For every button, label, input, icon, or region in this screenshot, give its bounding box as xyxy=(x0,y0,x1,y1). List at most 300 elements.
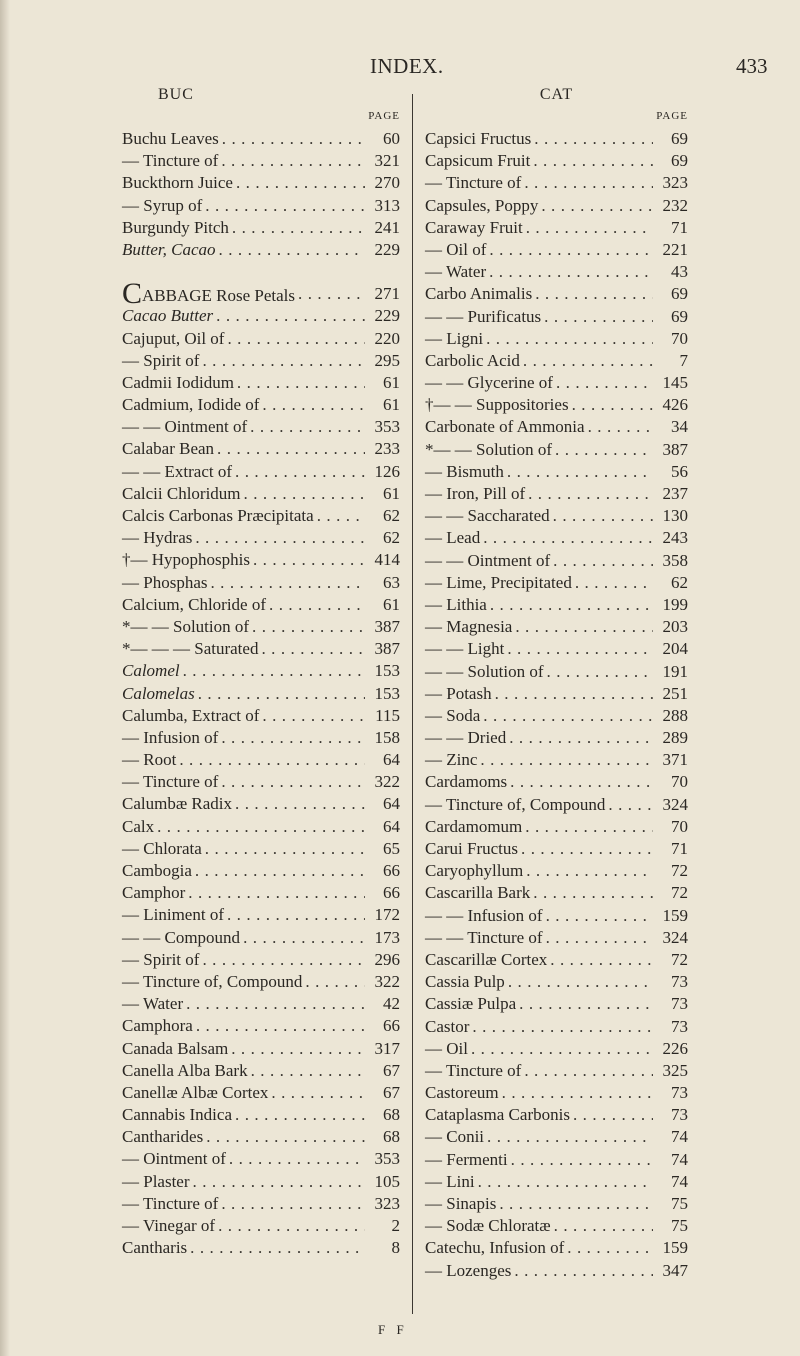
entry-page: 61 xyxy=(383,594,400,614)
leader-dots xyxy=(472,1016,653,1038)
index-entry xyxy=(425,306,688,328)
leader-dots xyxy=(235,461,365,483)
index-entry xyxy=(425,217,688,239)
index-entry xyxy=(122,572,400,594)
index-entry xyxy=(122,705,400,727)
leader-dots xyxy=(526,860,653,882)
entry-page: 74 xyxy=(671,1127,688,1147)
entry-term: — Liniment of xyxy=(122,905,224,925)
entry-page: 71 xyxy=(671,217,688,237)
entry-page: 243 xyxy=(662,528,688,548)
entry-page: 325 xyxy=(662,1060,688,1080)
leader-dots xyxy=(567,1237,653,1259)
index-entry xyxy=(122,394,400,416)
entry-page: 70 xyxy=(671,816,688,836)
entry-term: Cascarillæ Cortex xyxy=(425,949,548,969)
leader-dots xyxy=(553,505,653,527)
index-entry xyxy=(425,594,688,616)
entry-term: — Root xyxy=(122,750,177,770)
left-column-heading: BUC xyxy=(158,86,194,103)
entry-page: 295 xyxy=(374,350,400,370)
entry-page: 233 xyxy=(374,439,400,459)
entry-term: — Ointment of xyxy=(122,1149,226,1169)
leader-dots xyxy=(544,306,653,328)
leader-dots xyxy=(196,1015,365,1037)
index-entry xyxy=(122,860,400,882)
entry-page: 270 xyxy=(374,173,400,193)
leader-dots xyxy=(575,572,653,594)
index-entry xyxy=(122,172,400,194)
entry-term: Cassia Pulp xyxy=(425,972,505,992)
entry-term: — — Compound xyxy=(122,927,241,947)
leader-dots xyxy=(555,439,653,461)
index-entry xyxy=(122,372,400,394)
leader-dots xyxy=(216,305,365,327)
leader-dots xyxy=(210,572,365,594)
leader-dots xyxy=(235,793,365,815)
entry-term: — Tincture of, Compound xyxy=(425,794,606,814)
index-entry xyxy=(122,1148,400,1170)
entry-page: 324 xyxy=(662,927,688,947)
index-entry xyxy=(425,816,688,838)
entry-term: Cajuput, Oil of xyxy=(122,328,225,348)
entry-term: Castoreum xyxy=(425,1083,499,1103)
leader-dots xyxy=(269,594,365,616)
entry-term: — Lithia xyxy=(425,594,487,614)
entry-page: 72 xyxy=(671,861,688,881)
entry-term: Carbolic Acid xyxy=(425,350,520,370)
entry-page: 69 xyxy=(671,151,688,171)
leader-dots xyxy=(507,461,653,483)
entry-term: — Tincture of xyxy=(122,772,219,792)
entry-term: Calabar Bean xyxy=(122,439,215,459)
entry-page: 232 xyxy=(662,195,688,215)
entry-page: 64 xyxy=(383,750,400,770)
index-entry xyxy=(122,727,400,749)
leader-dots xyxy=(588,416,653,438)
entry-term: — — Infusion of xyxy=(425,905,543,925)
entry-term: Cannabis Indica xyxy=(122,1105,232,1125)
entry-page: 158 xyxy=(374,727,400,747)
index-entry xyxy=(425,350,688,372)
leader-dots xyxy=(236,172,365,194)
entry-term: — Ligni xyxy=(425,328,484,348)
entry-term: — Lead xyxy=(425,528,481,548)
entry-page: 67 xyxy=(383,1060,400,1080)
entry-page: 426 xyxy=(662,395,688,415)
entry-page: 62 xyxy=(383,528,400,548)
entry-term: Cataplasma Carbonis xyxy=(425,1105,570,1125)
entry-term: Buckthorn Juice xyxy=(122,173,233,193)
entry-term: †— Hypophosphis xyxy=(122,550,250,570)
entry-term: — Conii xyxy=(425,1127,485,1147)
index-entry xyxy=(122,594,400,616)
entry-term: — — Solution of xyxy=(425,661,544,681)
entry-page: 70 xyxy=(671,328,688,348)
leader-dots xyxy=(227,328,365,350)
leader-dots xyxy=(179,749,365,771)
index-entry xyxy=(425,261,688,283)
entry-term: — Vinegar of xyxy=(122,1216,216,1235)
leader-dots xyxy=(541,195,653,217)
index-entry xyxy=(425,882,688,904)
entry-page: 73 xyxy=(671,1105,688,1125)
entry-term: Carbonate of Ammonia xyxy=(425,417,585,437)
leader-dots xyxy=(533,150,653,172)
leader-dots xyxy=(218,1215,365,1237)
index-entry xyxy=(122,483,400,505)
entry-term: — Tincture of, Compound xyxy=(122,971,303,991)
entry-term: — Potash xyxy=(425,683,492,703)
index-entry xyxy=(425,550,688,572)
leader-dots xyxy=(502,1082,653,1104)
entry-page: 61 xyxy=(383,483,400,503)
entry-term: Camphora xyxy=(122,1016,193,1036)
entry-page: 229 xyxy=(374,306,400,326)
leader-dots xyxy=(261,638,365,660)
index-entry xyxy=(425,1193,688,1215)
index-entry xyxy=(425,283,688,305)
entry-term: — — Purificatus xyxy=(425,306,542,326)
entry-term: — Syrup of xyxy=(122,195,203,215)
index-entry xyxy=(425,372,688,394)
leader-dots xyxy=(221,1193,365,1215)
entry-term: Catechu, Infusion of xyxy=(425,1238,565,1258)
entry-term: Calx xyxy=(122,816,155,836)
entry-page: 414 xyxy=(374,550,400,570)
entry-term: — Spirit of xyxy=(122,949,200,969)
leader-dots xyxy=(244,483,365,505)
entry-page: 75 xyxy=(671,1216,688,1236)
entry-term: Cadmii Iodidum xyxy=(122,372,234,392)
entry-page: 2 xyxy=(391,1216,400,1235)
index-entry xyxy=(122,505,400,527)
index-entry xyxy=(122,1015,400,1037)
leader-dots xyxy=(489,261,653,283)
leader-dots xyxy=(519,993,653,1015)
entry-page: 130 xyxy=(662,506,688,526)
entry-term: — Tincture of xyxy=(122,151,219,171)
entry-term: — Zinc xyxy=(425,750,478,770)
leader-dots xyxy=(237,372,365,394)
page-edge-shadow xyxy=(0,0,10,1356)
index-entry xyxy=(122,350,400,372)
entry-term: Calcium, Chloride of xyxy=(122,594,267,614)
leader-dots xyxy=(252,616,365,638)
index-entry xyxy=(122,683,400,705)
index-entry xyxy=(425,1260,688,1282)
entry-page: 73 xyxy=(671,972,688,992)
index-entry xyxy=(122,527,400,549)
entry-page: 66 xyxy=(383,883,400,903)
entry-term: — Sinapis xyxy=(425,1194,497,1213)
entry-page: 126 xyxy=(374,461,400,481)
entry-page: 358 xyxy=(662,550,688,570)
entry-term: Butter, Cacao xyxy=(122,239,216,259)
entry-page: 251 xyxy=(662,683,688,703)
entry-term: *— — — Saturated xyxy=(122,639,259,659)
entry-term: — Phosphas xyxy=(122,572,208,592)
index-entry xyxy=(122,660,400,682)
leader-dots xyxy=(524,172,653,194)
entry-page: 69 xyxy=(671,284,688,304)
leader-dots xyxy=(499,1193,653,1215)
entry-term: Cassiæ Pulpa xyxy=(425,994,517,1014)
entry-term: Caryophyllum xyxy=(425,861,524,881)
entry-page: 323 xyxy=(374,1193,400,1213)
index-entry xyxy=(122,949,400,971)
leader-dots xyxy=(480,749,653,771)
index-entry xyxy=(425,128,688,150)
entry-page: 289 xyxy=(662,728,688,748)
entry-term: Carui Fructus xyxy=(425,839,519,858)
entry-term: — Iron, Pill of xyxy=(425,484,526,503)
index-entry xyxy=(122,971,400,993)
index-entry xyxy=(425,239,688,261)
leader-dots xyxy=(534,128,653,150)
entry-page: 61 xyxy=(383,395,400,415)
right-page-label: PAGE xyxy=(656,110,688,122)
leader-dots xyxy=(521,838,653,860)
entry-term: Calomelas xyxy=(122,683,195,703)
leader-dots xyxy=(190,1237,365,1259)
leader-dots xyxy=(221,150,365,172)
index-entry xyxy=(122,1038,400,1060)
leader-dots xyxy=(250,416,365,438)
entry-term: Cantharides xyxy=(122,1127,204,1147)
entry-term: — — Ointment of xyxy=(122,417,248,437)
index-entry xyxy=(425,527,688,549)
entry-page: 321 xyxy=(374,151,400,171)
entry-page: 159 xyxy=(662,905,688,925)
entry-gap xyxy=(122,261,400,283)
entry-page: 387 xyxy=(662,439,688,459)
leader-dots xyxy=(526,217,653,239)
index-entry xyxy=(122,461,400,483)
index-entry xyxy=(425,1060,688,1082)
leader-dots xyxy=(188,882,365,904)
index-entry xyxy=(122,305,400,327)
entry-page: 313 xyxy=(374,195,400,215)
entry-page: 159 xyxy=(662,1238,688,1258)
entry-term: †— — Suppositories xyxy=(425,395,569,415)
entry-page: 322 xyxy=(374,772,400,792)
leader-dots xyxy=(486,328,653,350)
entry-page: 241 xyxy=(374,217,400,237)
entry-page: 74 xyxy=(671,1149,688,1169)
leader-dots xyxy=(546,905,653,927)
entry-page: 56 xyxy=(671,461,688,481)
entry-page: 172 xyxy=(374,905,400,925)
entry-term: Canellæ Albæ Cortex xyxy=(122,1082,269,1102)
leader-dots xyxy=(556,372,653,394)
leader-dots xyxy=(524,1060,653,1082)
entry-page: 73 xyxy=(671,994,688,1014)
leader-dots xyxy=(510,771,653,793)
index-entry xyxy=(425,172,688,194)
leader-dots xyxy=(317,505,365,527)
entry-page: 60 xyxy=(383,129,400,148)
index-entry xyxy=(425,638,688,660)
entry-term: — Fermenti xyxy=(425,1149,508,1169)
entry-page: 74 xyxy=(671,1171,688,1191)
index-entry xyxy=(425,949,688,971)
entry-page: 7 xyxy=(679,350,688,370)
leader-dots xyxy=(227,904,365,926)
entry-term: — Oil of xyxy=(425,239,487,259)
page-number: 433 xyxy=(736,54,768,78)
entry-page: 221 xyxy=(662,239,688,259)
entry-term: — Water xyxy=(122,994,184,1014)
entry-term: Cambogia xyxy=(122,861,192,880)
leader-dots xyxy=(478,1171,653,1193)
leader-dots xyxy=(305,971,365,993)
index-entry xyxy=(122,927,400,949)
index-entry xyxy=(122,128,400,150)
right-entries xyxy=(425,128,688,1282)
entry-page: 72 xyxy=(671,883,688,903)
entry-term: — Infusion of xyxy=(122,727,219,747)
index-entry xyxy=(425,971,688,993)
entry-page: 34 xyxy=(671,417,688,437)
index-entry xyxy=(122,1171,400,1193)
leader-dots xyxy=(550,949,653,971)
entry-page: 237 xyxy=(662,484,688,503)
index-entry xyxy=(122,549,400,571)
entry-page: 66 xyxy=(383,861,400,880)
leader-dots xyxy=(554,1215,653,1237)
index-entry xyxy=(425,1171,688,1193)
index-entry xyxy=(425,838,688,860)
index-entry xyxy=(425,749,688,771)
leader-dots xyxy=(232,217,365,239)
entry-page: 68 xyxy=(383,1127,400,1147)
entry-term: Castor xyxy=(425,1016,470,1036)
entry-term: *— — Solution of xyxy=(122,616,250,636)
entry-page: 191 xyxy=(662,661,688,681)
leader-dots xyxy=(271,1082,365,1104)
index-entry xyxy=(122,638,400,660)
leader-dots xyxy=(202,949,365,971)
entry-term: — Tincture of xyxy=(122,1193,219,1213)
leader-dots xyxy=(222,128,365,150)
entry-term: Cardamoms xyxy=(425,772,508,792)
leader-dots xyxy=(511,1149,653,1171)
entry-page: 324 xyxy=(662,794,688,814)
entry-term: Capsules, Poppy xyxy=(425,195,539,215)
leader-dots xyxy=(495,683,653,705)
entry-page: 75 xyxy=(671,1194,688,1213)
index-entry xyxy=(425,683,688,705)
index-entry xyxy=(122,1082,400,1104)
index-entry xyxy=(122,1060,400,1082)
entry-page: 226 xyxy=(662,1038,688,1058)
entry-page: 199 xyxy=(662,594,688,614)
leader-dots xyxy=(508,971,653,993)
entry-term: Capsicum Fruit xyxy=(425,151,531,171)
entry-page: 68 xyxy=(383,1105,400,1125)
entry-page: 69 xyxy=(671,306,688,326)
entry-term: — Tincture of xyxy=(425,1060,522,1080)
entry-term: — Spirit of xyxy=(122,350,200,370)
leader-dots xyxy=(533,882,653,904)
entry-page: 73 xyxy=(671,1083,688,1103)
index-entry xyxy=(425,1237,688,1259)
leader-dots xyxy=(229,1148,365,1170)
entry-page: 71 xyxy=(671,839,688,858)
leader-dots xyxy=(219,239,366,261)
index-entry xyxy=(122,150,400,172)
entry-term: Cascarilla Bark xyxy=(425,883,531,903)
index-entry xyxy=(425,1215,688,1237)
entry-term: Calumba, Extract of xyxy=(122,705,260,725)
index-entry xyxy=(425,1038,688,1060)
index-entry xyxy=(425,727,688,749)
index-entry xyxy=(425,1126,688,1148)
leader-dots xyxy=(490,594,653,616)
entry-page: 105 xyxy=(374,1171,400,1191)
entry-term: — Water xyxy=(425,262,487,282)
index-entry xyxy=(425,927,688,949)
entry-term: — Chlorata xyxy=(122,838,202,858)
leader-dots xyxy=(253,549,365,571)
right-column-heading: CAT xyxy=(539,86,574,103)
entry-term: CABBAGE Rose Petals xyxy=(122,277,296,311)
index-entry xyxy=(425,483,688,505)
entry-term: — — Light xyxy=(425,639,505,659)
entry-page: 288 xyxy=(662,705,688,725)
index-entry xyxy=(425,461,688,483)
index-entry xyxy=(425,661,688,683)
entry-term: — — Glycerine of xyxy=(425,373,553,393)
leader-dots xyxy=(221,727,365,749)
entry-term: Canella Alba Bark xyxy=(122,1060,248,1080)
leader-dots xyxy=(547,661,653,683)
entry-page: 271 xyxy=(374,284,400,304)
entry-page: 72 xyxy=(671,949,688,969)
leader-dots xyxy=(221,771,365,793)
leader-dots xyxy=(183,660,365,682)
index-entry xyxy=(122,838,400,860)
left-entries xyxy=(122,128,400,1259)
entry-term: Cantharis xyxy=(122,1238,188,1258)
index-entry xyxy=(425,1149,688,1171)
index-entry xyxy=(122,771,400,793)
entry-term: — — Dried xyxy=(425,728,507,748)
index-entry xyxy=(425,1082,688,1104)
signature-mark: F F xyxy=(378,1322,408,1337)
leader-dots xyxy=(205,838,365,860)
leader-dots xyxy=(514,1260,653,1282)
entry-page: 220 xyxy=(374,328,400,348)
leader-dots xyxy=(262,394,365,416)
index-entry xyxy=(425,860,688,882)
index-entry xyxy=(122,328,400,350)
index-entry xyxy=(122,217,400,239)
entry-term: — Magnesia xyxy=(425,617,513,637)
entry-term: Carbo Animalis xyxy=(425,284,533,304)
entry-term: Calcis Carbonas Præcipitata xyxy=(122,506,314,525)
entry-term: Calumbæ Radix xyxy=(122,794,233,814)
entry-term: — — Ointment of xyxy=(425,550,551,570)
index-entry xyxy=(122,749,400,771)
entry-term: Buchu Leaves xyxy=(122,129,219,148)
entry-term: — Bismuth xyxy=(425,461,504,481)
index-entry xyxy=(425,505,688,527)
entry-page: 8 xyxy=(391,1238,400,1258)
leader-dots xyxy=(525,816,653,838)
entry-page: 153 xyxy=(374,661,400,681)
